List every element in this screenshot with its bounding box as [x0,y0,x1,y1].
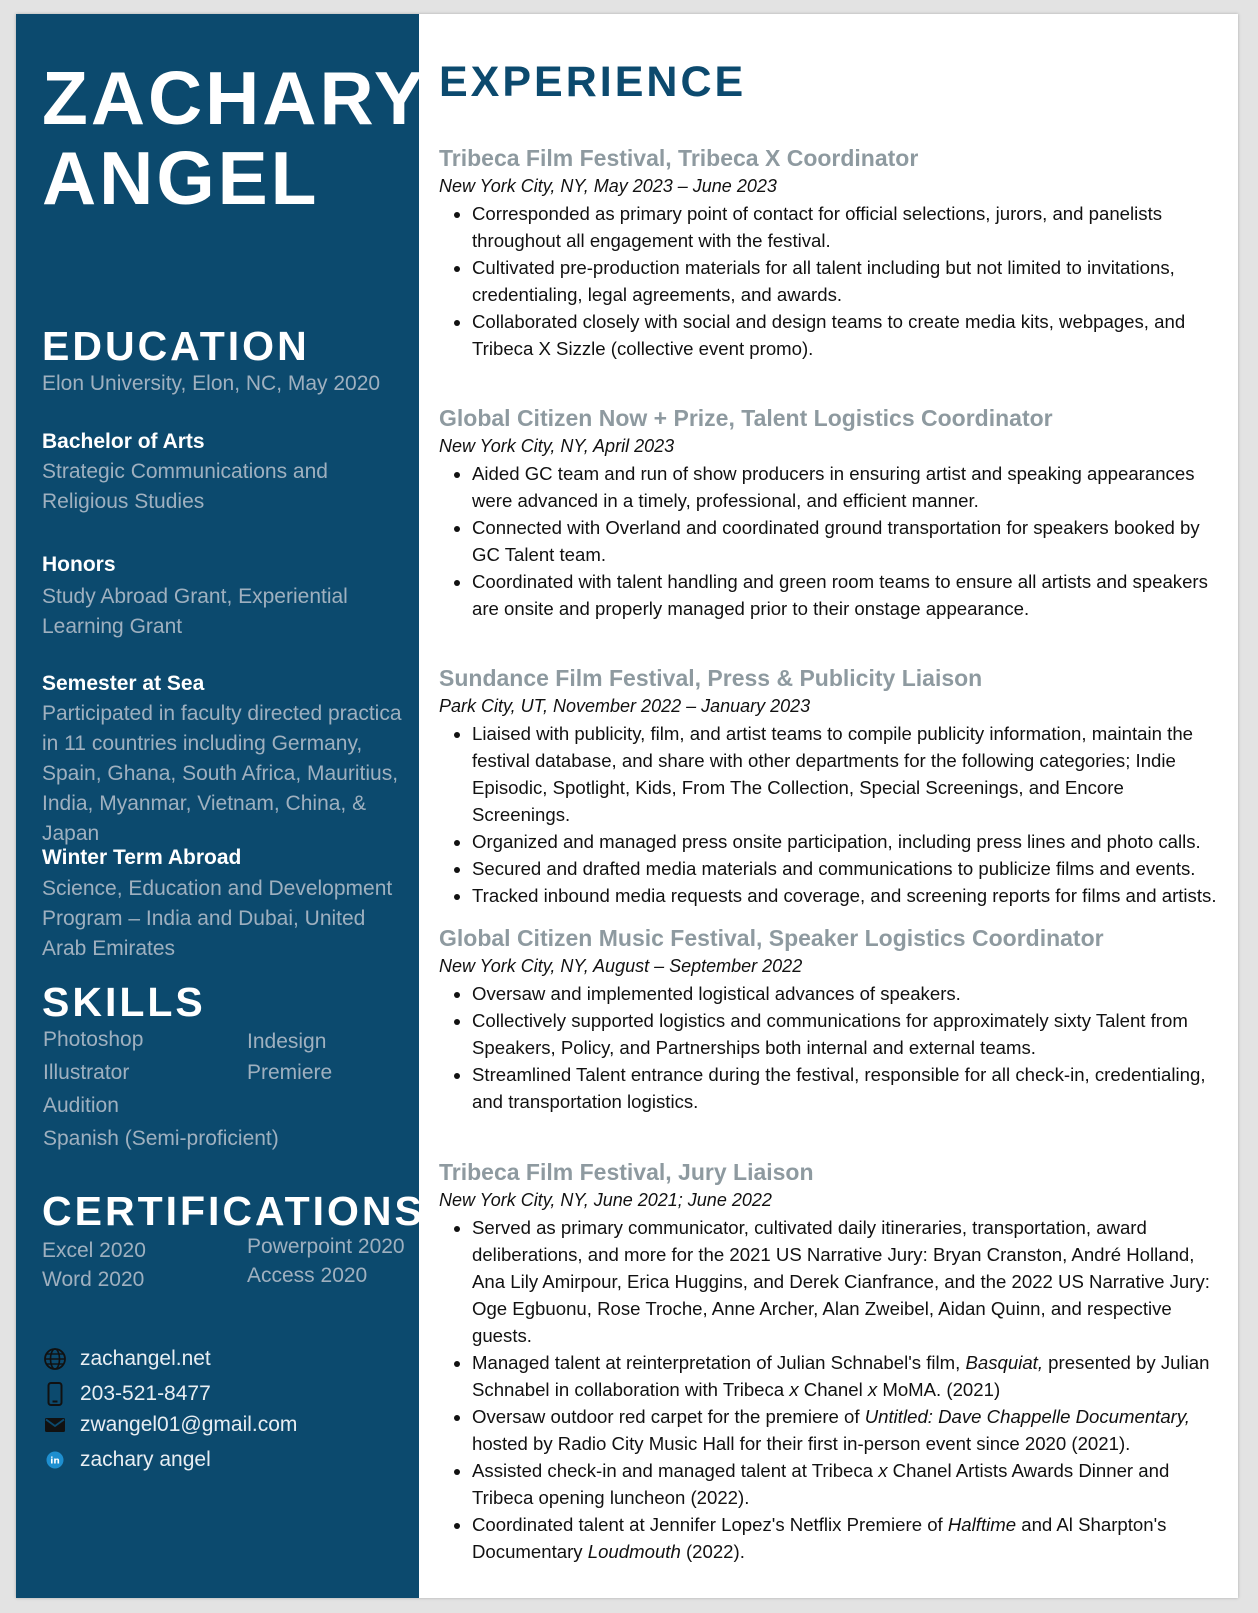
sidebar [16,14,427,1598]
job-bullet [472,1457,1227,1511]
skill-item: Indesign [247,1030,327,1053]
linkedin-icon [42,1447,68,1473]
job-bullet: • Collaborated closely with social and design teams to create media kits, webpages, and Tribeca X Sizzle (collective event promo). [472,308,1227,362]
job-bullets [439,1214,1227,1565]
text-segment: Coordinated talent at Jennifer Lopez's Netflix Premiere of [472,1514,948,1535]
job-title: Tribeca Film Festival, Jury Liaison [439,1159,814,1185]
education-heading: EDUCATION [42,323,310,369]
text-segment: (2022). [680,1541,745,1562]
resume-page [16,14,1238,1598]
job-title: Global Citizen Music Festival, Speaker Logistics Coordinator [439,925,1104,951]
italic-segment: x [878,1460,888,1481]
certification-item: Word 2020 [42,1268,145,1291]
certification-item: Powerpoint 2020 [247,1235,405,1258]
linkedin-link[interactable] [42,1447,211,1473]
email-link[interactable] [42,1412,297,1438]
text-segment: Chanel [798,1379,868,1400]
job-bullet: • Corresponded as primary point of contact for official selections, jurors, and panelists throughout all engagement with the festival. [472,200,1227,254]
degree-label: Bachelor of Arts [42,430,205,453]
job-bullet: • Collectively supported logistics and communications for approximately sixty Talent from Speakers, Policy, and Partnerships both internal and external teams. [472,1007,1227,1061]
job-bullets [439,460,1227,622]
text-segment: Managed talent at reinterpretation of Julian Schnabel's film, [472,1352,966,1373]
honors-label: Honors [42,553,116,576]
email-icon [42,1412,68,1438]
honors-text: Study Abroad Grant, Experiential Learning Grant [42,585,348,638]
italic-segment: x [789,1379,799,1400]
main-content [439,14,1229,1598]
text-segment: MoMA. (2021) [877,1379,1001,1400]
globe-icon [42,1346,68,1372]
job-bullet: • Streamlined Talent entrance during the festival, responsible for all check-in, credentialing, and transportation logistics. [472,1061,1227,1115]
phone-text: 203-521-8477 [80,1382,211,1405]
skills-heading: SKILLS [42,979,206,1025]
job-bullet: • Coordinated with talent handling and green room teams to ensure all artists and speakers are onsite and properly managed prior to their onstage appearance. [472,568,1227,622]
education-school: Elon University, Elon, NC, May 2020 [42,372,381,395]
job-meta: New York City, NY, August – September 2022 [439,956,803,976]
job-bullet [472,1349,1227,1403]
job-bullet: • Served as primary communicator, cultivated daily itineraries, transportation, award deliberations, and more for the 2021 US Narrative Jury: Bryan Cranston, André Holland, Ana Lily Amirpour, Erica Huggins, and Derek Cianfrance, and the 2022 US Narrative Jury: Oge Egbuonu, Rose Troche, Anne Archer, Alan Zweibel, Aidan Quinn, and respective guests. [472,1214,1227,1349]
experience-heading: EXPERIENCE [439,58,747,106]
website-text: zachangel.net [80,1347,211,1370]
job-title: Tribeca Film Festival, Tribeca X Coordinator [439,145,919,171]
job-bullets [439,980,1227,1115]
job-title: Global Citizen Now + Prize, Talent Logistics Coordinator [439,405,1053,431]
job-entry [439,1158,1227,1565]
skill-item: Illustrator [43,1061,130,1084]
job-bullet: • Aided GC team and run of show producers in ensuring artist and speaking appearances were advanced in a timely, professional, and efficient manner. [472,460,1227,514]
last-name: ANGEL [42,136,320,220]
website-link[interactable] [42,1346,211,1372]
linkedin-text: zachary angel [80,1448,211,1471]
winter-term-label: Winter Term Abroad [42,846,242,869]
text-segment: and Al Sharpton's Documentary [472,1514,1167,1562]
job-meta: New York City, NY, April 2023 [439,436,675,456]
certification-item: Access 2020 [247,1264,368,1287]
job-entry [439,144,1227,362]
job-entry [439,664,1227,909]
job-bullet: • Liaised with publicity, film, and artist teams to compile publicity information, maintain the festival database, and share with other departments for the following categories; Indie Episodic, Spotlight, Kids, From The Collection, Special Screenings, and Encore Screenings. [472,720,1227,828]
job-bullet [472,1511,1227,1565]
skill-item: Spanish (Semi-proficient) [43,1127,279,1150]
job-bullet: • Tracked inbound media requests and coverage, and screening reports for films and artists. [472,882,1227,909]
first-name: ZACHARY [42,56,427,140]
text-segment: Assisted check-in and managed talent at Tribeca [472,1460,879,1481]
italic-segment: Untitled: Dave Chappelle Documentary, [864,1406,1190,1427]
skill-item: Photoshop [43,1028,144,1051]
text-segment: presented by Julian Schnabel in collaboration with Tribeca [472,1352,1210,1400]
skill-item: Audition [43,1094,119,1117]
candidate-name [42,58,427,218]
job-bullets [439,720,1227,909]
job-title: Sundance Film Festival, Press & Publicity Liaison [439,665,983,691]
job-bullet: • Organized and managed press onsite participation, including press lines and photo calls. [472,828,1227,855]
job-bullet: • Connected with Overland and coordinated ground transportation for speakers booked by GC Talent team. [472,514,1227,568]
svg-text:in: in [50,1456,60,1467]
job-bullet: • Secured and drafted media materials and communications to publicize films and events. [472,855,1227,882]
email-text: zwangel01@gmail.com [80,1413,298,1436]
phone-icon [42,1381,68,1407]
job-meta: New York City, NY, June 2021; June 2022 [439,1190,772,1210]
job-entry [439,404,1227,622]
job-bullet [472,1403,1227,1457]
italic-segment: Halftime [947,1514,1017,1535]
italic-segment: Basquiat, [965,1352,1044,1373]
text-segment: Chanel Artists Awards Dinner and Tribeca opening luncheon (2022). [472,1460,1170,1508]
semester-at-sea-label: Semester at Sea [42,672,205,695]
text-segment: Oversaw outdoor red carpet for the premiere of [472,1406,865,1427]
degree-text: Strategic Communications and Religious Studies [42,460,328,513]
italic-segment: x [867,1379,878,1400]
job-entry [439,924,1227,1115]
job-bullets [439,200,1227,362]
text-segment: hosted by Radio City Music Hall for their first in-person event since 2020 (2021). [472,1433,1131,1454]
winter-term-text: Science, Education and Development Program – India and Dubai, United Arab Emirates [42,877,393,960]
job-bullet: • Oversaw and implemented logistical advances of speakers. [472,980,1227,1007]
italic-segment: Loudmouth [587,1541,681,1562]
certifications-heading: CERTIFICATIONS [42,1188,425,1234]
skill-item: Premiere [247,1061,333,1084]
job-bullet: • Cultivated pre-production materials for all talent including but not limited to invitations, credentialing, legal agreements, and awards. [472,254,1227,308]
certification-item: Excel 2020 [42,1239,146,1262]
phone-link[interactable] [42,1381,211,1407]
job-meta: Park City, UT, November 2022 – January 2023 [439,696,811,716]
semester-at-sea-text: Participated in faculty directed practica in 11 countries including Germany, Spain, Ghana, South Africa, Mauritius, India, Myanmar, Vietnam, China, & Japan [42,702,402,845]
job-meta: New York City, NY, May 2023 – June 2023 [439,176,777,196]
